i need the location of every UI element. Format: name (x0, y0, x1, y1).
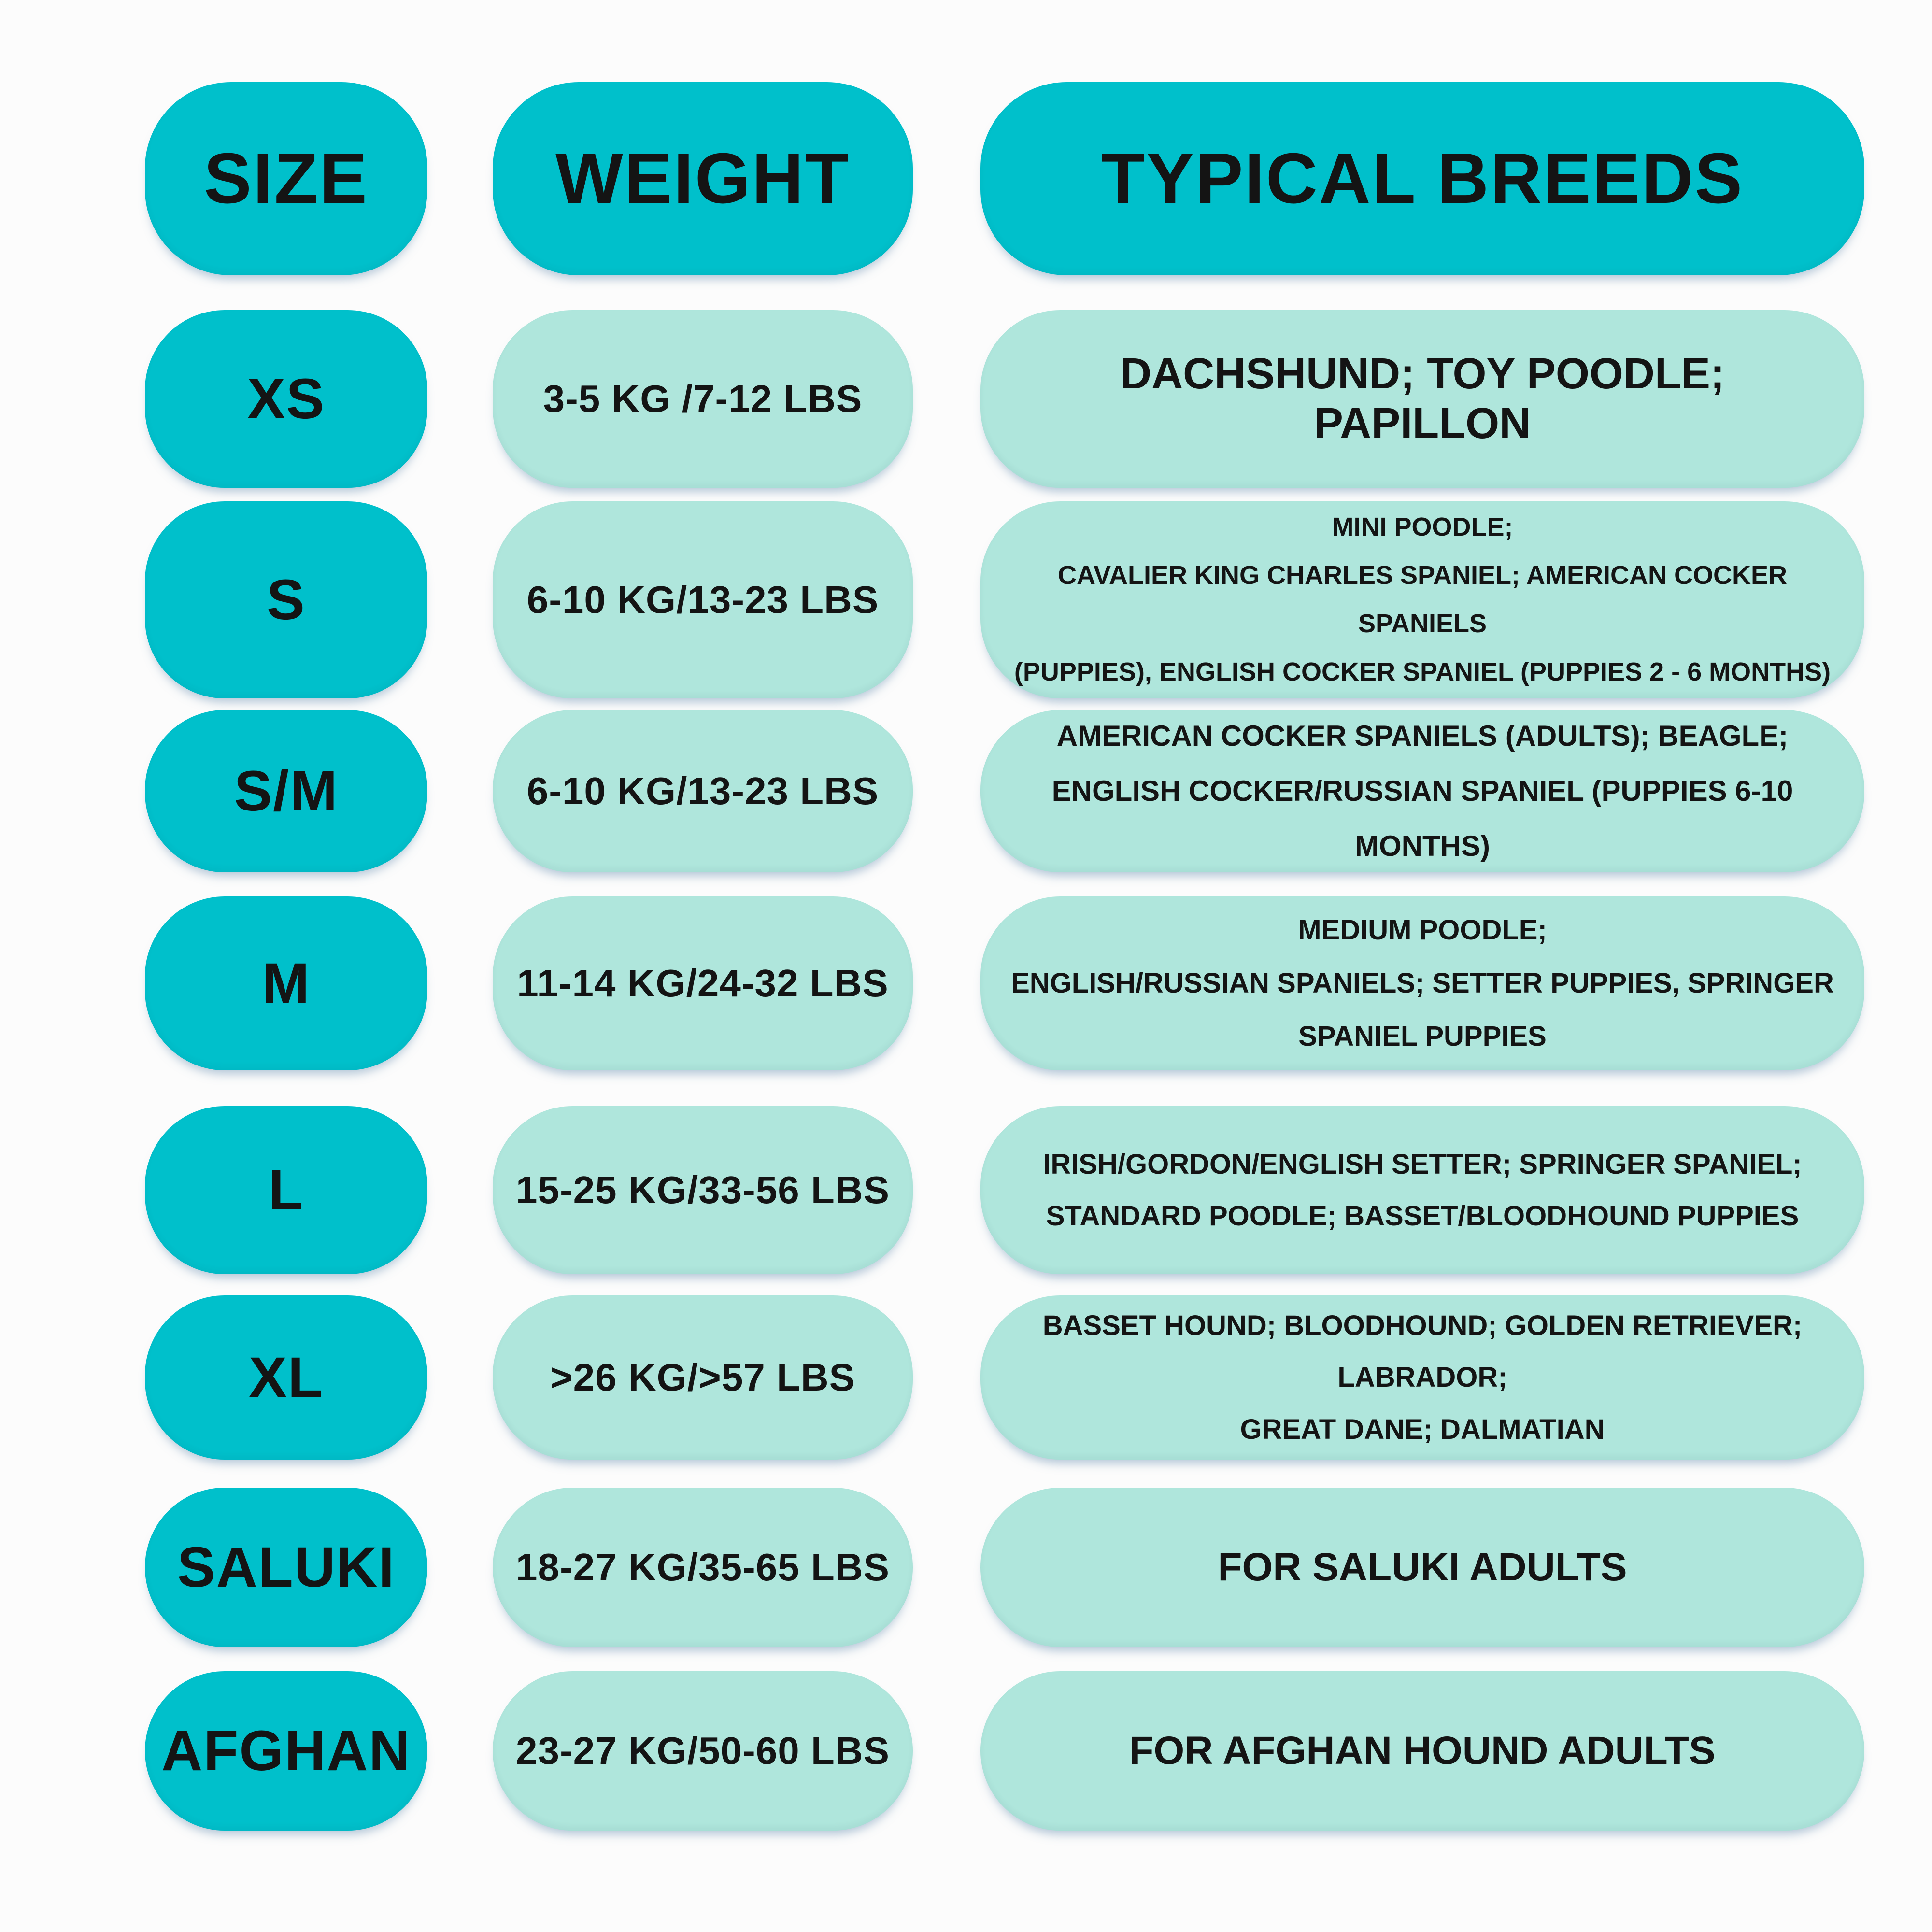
weight-value: 15-25 KG/33-56 LBS (516, 1168, 890, 1211)
breeds-line: (PUPPIES), ENGLISH COCKER SPANIEL (PUPPIES 2 - 6 MONTHS) (1014, 657, 1831, 686)
breeds-cell (980, 1671, 1864, 1831)
table-row-s (0, 501, 1932, 698)
size-value: XS (247, 367, 326, 431)
breeds-line: STANDARD POODLE; BASSET/BLOODHOUND PUPPIES (1046, 1200, 1799, 1232)
breeds-line: BASSET HOUND; BLOODHOUND; GOLDEN RETRIEVER; LABRADOR; (1042, 1310, 1803, 1393)
size-column-header-label: SIZE (204, 139, 369, 218)
table-row-m (0, 896, 1932, 1070)
breeds-line: MEDIUM POODLE; (1298, 914, 1547, 946)
weight-cell (493, 896, 913, 1070)
size-cell (145, 1295, 427, 1460)
size-column-header-pill (145, 82, 427, 275)
size-value: XL (249, 1346, 324, 1409)
breeds-column-header-label: TYPICAL BREEDS (1101, 139, 1744, 218)
breeds-cell (980, 310, 1864, 488)
breeds-column-header-pill (980, 82, 1864, 275)
weight-cell (493, 710, 913, 872)
size-cell (145, 896, 427, 1070)
weight-column-header-label: WEIGHT (555, 139, 850, 218)
size-cell (145, 1671, 427, 1831)
table-row-l (0, 1106, 1932, 1274)
size-cell (145, 1488, 427, 1647)
weight-value: 11-14 KG/24-32 LBS (517, 962, 889, 1005)
size-value: L (268, 1158, 304, 1222)
breeds-cell (980, 501, 1864, 698)
header-row (0, 82, 1932, 275)
weight-value: 6-10 KG/13-23 LBS (526, 769, 879, 812)
breeds-line: GREAT DANE; DALMATIAN (1240, 1413, 1605, 1445)
table-row-afghan (0, 1671, 1932, 1831)
weight-cell (493, 1295, 913, 1460)
weight-value: 6-10 KG/13-23 LBS (526, 578, 879, 621)
breeds-cell (980, 1106, 1864, 1274)
size-cell (145, 310, 427, 488)
weight-value: 23-27 KG/50-60 LBS (516, 1729, 890, 1772)
breeds-line: ENGLISH/RUSSIAN SPANIELS; SETTER PUPPIES, SPRINGER (1011, 967, 1834, 999)
breeds-cell (980, 710, 1864, 872)
weight-value: 3-5 KG /7-12 LBS (543, 377, 863, 420)
breeds-line: AMERICAN COCKER SPANIELS (ADULTS); BEAGLE; (1056, 720, 1789, 752)
breeds-line: ENGLISH COCKER/RUSSIAN SPANIEL (PUPPIES 6-10 MONTHS) (1051, 775, 1793, 862)
weight-value: 18-27 KG/35-65 LBS (516, 1546, 890, 1589)
breeds-line: IRISH/GORDON/ENGLISH SETTER; SPRINGER SPANIEL; (1043, 1148, 1802, 1180)
table-row-xl (0, 1295, 1932, 1460)
table-row-sm (0, 710, 1932, 872)
breeds-cell (980, 1295, 1864, 1460)
weight-column-header-pill (493, 82, 913, 275)
table-row-xs (0, 310, 1932, 488)
weight-cell (493, 310, 913, 488)
breeds-line: CAVALIER KING CHARLES SPANIEL; AMERICAN COCKER SPANIELS (1057, 561, 1788, 638)
size-value: S (267, 568, 306, 632)
size-value: AFGHAN (161, 1719, 411, 1783)
breeds-line: DACHSHUND; TOY POODLE; PAPILLON (1120, 350, 1725, 448)
size-value: SALUKI (177, 1535, 396, 1599)
weight-cell (493, 1488, 913, 1647)
weight-cell (493, 1671, 913, 1831)
weight-cell (493, 501, 913, 698)
breeds-cell (980, 896, 1864, 1070)
size-cell (145, 710, 427, 872)
breeds-line: FOR SALUKI ADULTS (1218, 1545, 1627, 1589)
weight-cell (493, 1106, 913, 1274)
breeds-line: FOR AFGHAN HOUND ADULTS (1129, 1729, 1716, 1773)
breeds-line: SPANIEL PUPPIES (1298, 1021, 1547, 1052)
size-value: M (262, 952, 311, 1015)
table-row-saluki (0, 1488, 1932, 1647)
breeds-line: MINI POODLE; (1332, 512, 1513, 542)
breeds-cell (980, 1488, 1864, 1647)
size-cell (145, 1106, 427, 1274)
weight-value: >26 KG/>57 LBS (550, 1356, 856, 1399)
size-value: S/M (234, 759, 339, 823)
size-cell (145, 501, 427, 698)
